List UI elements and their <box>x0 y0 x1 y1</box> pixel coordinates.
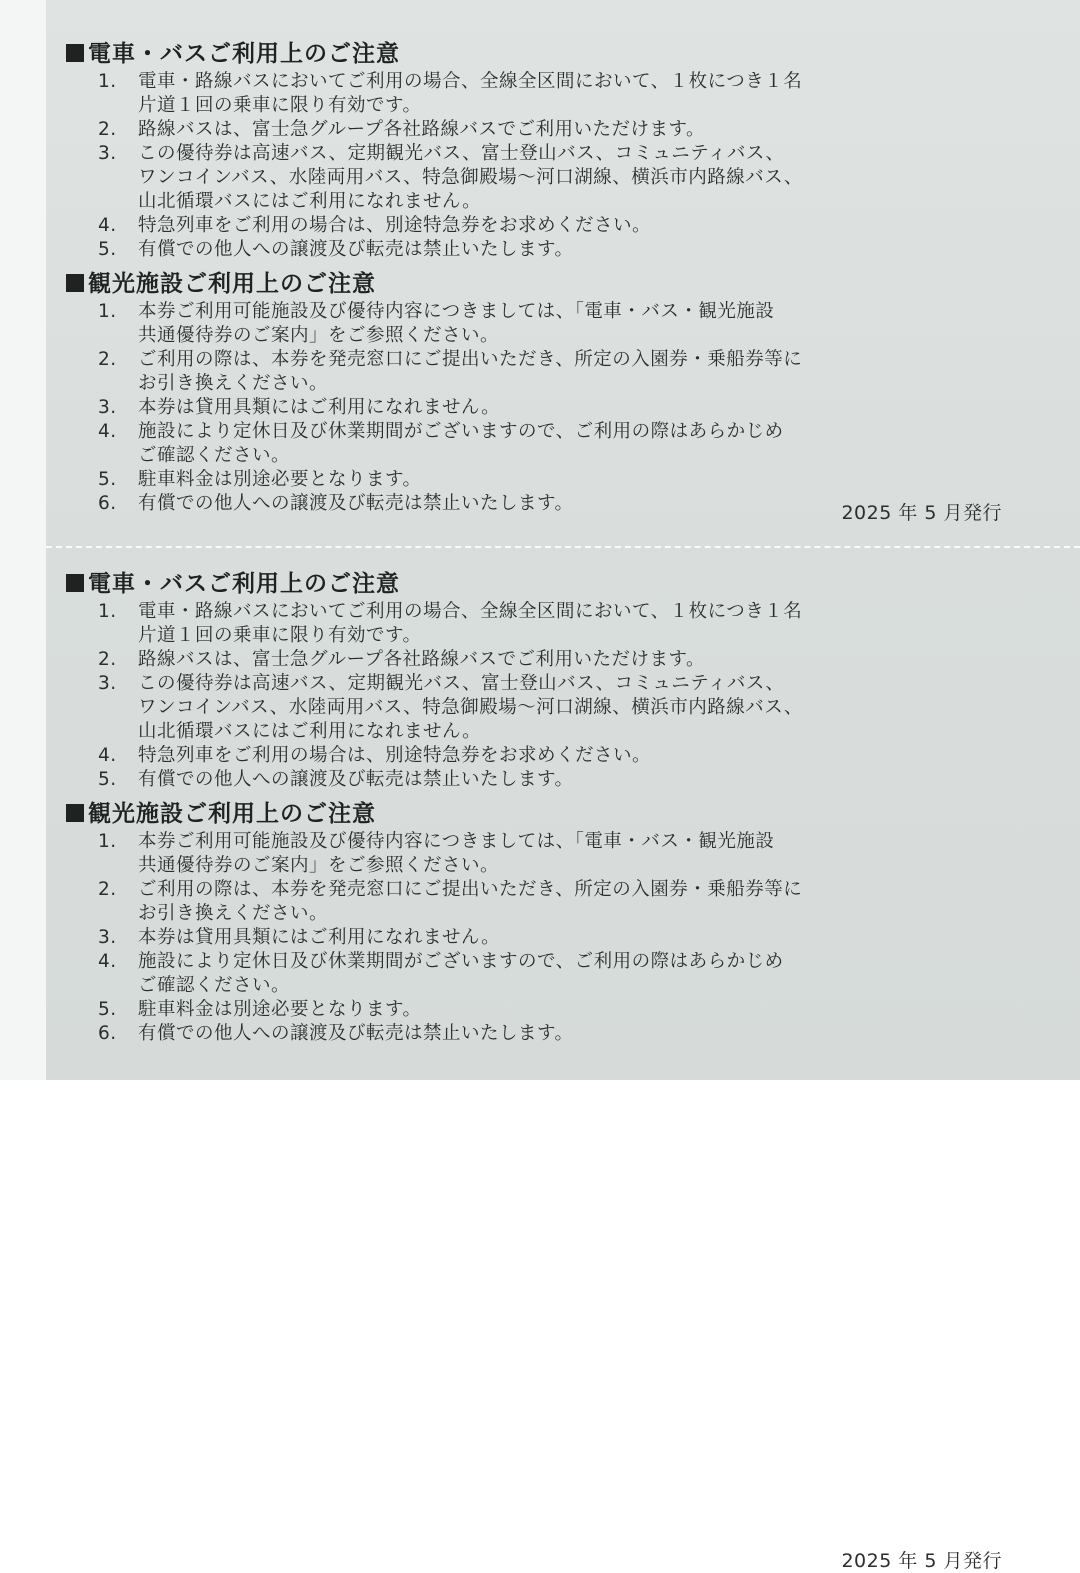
item-text: ワンコインバス、水陸両用バス、特急御殿場～河口湖線、横浜市内路線バス、 <box>138 697 803 718</box>
section-facilities <box>46 798 1080 1046</box>
notice-line <box>46 214 1080 238</box>
notice-line <box>46 600 1080 624</box>
notice-line <box>46 300 1080 324</box>
notice-list <box>46 600 1080 792</box>
notice-line <box>46 348 1080 372</box>
item-text: 本券は貸用具類にはご利用になれません。 <box>138 927 501 948</box>
notice-line <box>46 672 1080 696</box>
item-text: ご確認ください。 <box>138 975 291 996</box>
notice-list <box>46 300 1080 516</box>
item-text: 特急列車をご利用の場合は、別途特急券をお求めください。 <box>138 215 652 236</box>
notice-line <box>46 396 1080 420</box>
item-text: 有償での他人への譲渡及び転売は禁止いたします。 <box>138 239 574 260</box>
item-text: 山北循環バスにはご利用になれません。 <box>138 721 482 742</box>
item-number: 3. <box>98 397 117 418</box>
item-text: この優待券は高速バス、定期観光バス、富士登山バス、コミュニティバス、 <box>138 143 785 164</box>
notice-line <box>46 974 1080 998</box>
item-text: ご利用の際は、本券を発売窓口にご提出いただき、所定の入園券・乗船券等に <box>138 879 803 900</box>
notice-line <box>46 950 1080 974</box>
item-number: 3. <box>98 927 117 948</box>
notice-line <box>46 468 1080 492</box>
notice-line <box>46 998 1080 1022</box>
section-title-text: 観光施設ご利用上のご注意 <box>88 801 376 827</box>
notice-line <box>46 648 1080 672</box>
notice-line <box>46 696 1080 720</box>
notice-list <box>46 70 1080 262</box>
square-bullet-icon <box>66 574 84 592</box>
item-number: 5. <box>98 239 117 260</box>
perforation-line <box>46 546 1080 548</box>
issue-date: 2025 年 5 月発行 <box>841 502 1002 524</box>
section-title-train-bus <box>66 38 1080 70</box>
item-text: ワンコインバス、水陸両用バス、特急御殿場～河口湖線、横浜市内路線バス、 <box>138 167 803 188</box>
item-text: 有償での他人への譲渡及び転売は禁止いたします。 <box>138 1023 574 1044</box>
notice-line <box>46 238 1080 262</box>
notice-line <box>46 142 1080 166</box>
item-text: 共通優待券のご案内」をご参照ください。 <box>138 855 500 876</box>
item-number: 6. <box>98 1023 117 1044</box>
item-text: 有償での他人への譲渡及び転売は禁止いたします。 <box>138 493 574 514</box>
notice-line <box>46 878 1080 902</box>
item-text: ご利用の際は、本券を発売窓口にご提出いただき、所定の入園券・乗船券等に <box>138 349 803 370</box>
square-bullet-icon <box>66 274 84 292</box>
notice-line <box>46 624 1080 648</box>
notice-line <box>46 830 1080 854</box>
item-number: 5. <box>98 999 117 1020</box>
item-text: 路線バスは、富士急グループ各社路線バスでご利用いただけます。 <box>138 649 706 670</box>
item-number: 5. <box>98 769 117 790</box>
notice-line <box>46 854 1080 878</box>
notice-line <box>46 744 1080 768</box>
item-number: 6. <box>98 493 117 514</box>
notice-line <box>46 768 1080 792</box>
item-text: この優待券は高速バス、定期観光バス、富士登山バス、コミュニティバス、 <box>138 673 785 694</box>
section-train-bus <box>46 568 1080 792</box>
square-bullet-icon <box>66 804 84 822</box>
notice-line <box>46 720 1080 744</box>
section-title-train-bus <box>66 568 1080 600</box>
item-number: 2. <box>98 649 117 670</box>
item-text: 駐車料金は別途必要となります。 <box>138 999 422 1020</box>
section-title-text: 電車・バスご利用上のご注意 <box>88 571 400 597</box>
issue-date: 2025 年 5 月発行 <box>841 1550 1002 1572</box>
item-number: 4. <box>98 951 117 972</box>
item-number: 2. <box>98 879 117 900</box>
item-number: 4. <box>98 745 117 766</box>
item-text: 駐車料金は別途必要となります。 <box>138 469 422 490</box>
item-text: 有償での他人への譲渡及び転売は禁止いたします。 <box>138 769 574 790</box>
item-text: お引き換えください。 <box>138 903 329 924</box>
item-text: 特急列車をご利用の場合は、別途特急券をお求めください。 <box>138 745 652 766</box>
item-number: 2. <box>98 119 117 140</box>
ticket-sheet <box>46 0 1080 1572</box>
item-number: 3. <box>98 673 117 694</box>
notice-list <box>46 830 1080 1046</box>
item-text: 電車・路線バスにおいてご利用の場合、全線全区間において、１枚につき１名 <box>138 71 803 92</box>
item-text: 片道１回の乗車に限り有効です。 <box>138 625 422 646</box>
item-text: 山北循環バスにはご利用になれません。 <box>138 191 482 212</box>
item-number: 4. <box>98 215 117 236</box>
item-number: 1. <box>98 71 117 92</box>
section-train-bus <box>46 38 1080 262</box>
section-title-facilities <box>66 268 1080 300</box>
notice-line <box>46 166 1080 190</box>
item-number: 2. <box>98 349 117 370</box>
notice-line <box>46 190 1080 214</box>
notice-line <box>46 372 1080 396</box>
background-margin <box>0 0 46 1080</box>
item-text: ご確認ください。 <box>138 445 291 466</box>
item-number: 4. <box>98 421 117 442</box>
notice-line <box>46 70 1080 94</box>
section-title-text: 観光施設ご利用上のご注意 <box>88 271 376 297</box>
notice-line <box>46 444 1080 468</box>
notice-line <box>46 420 1080 444</box>
notice-line <box>46 902 1080 926</box>
item-text: 施設により定休日及び休業期間がございますので、ご利用の際はあらかじめ <box>138 951 784 972</box>
item-text: 電車・路線バスにおいてご利用の場合、全線全区間において、１枚につき１名 <box>138 601 803 622</box>
notice-line <box>46 94 1080 118</box>
square-bullet-icon <box>66 44 84 62</box>
item-number: 3. <box>98 143 117 164</box>
ticket-lower <box>46 568 1080 1572</box>
item-text: 本券ご利用可能施設及び優待内容につきましては、「電車・バス・観光施設 <box>138 831 775 852</box>
section-facilities <box>46 268 1080 516</box>
item-text: お引き換えください。 <box>138 373 329 394</box>
item-text: 共通優待券のご案内」をご参照ください。 <box>138 325 500 346</box>
notice-line <box>46 118 1080 142</box>
notice-line <box>46 324 1080 348</box>
item-number: 1. <box>98 301 117 322</box>
ticket-upper <box>46 38 1080 522</box>
section-title-text: 電車・バスご利用上のご注意 <box>88 41 400 67</box>
item-number: 1. <box>98 601 117 622</box>
notice-line <box>46 1022 1080 1046</box>
item-number: 5. <box>98 469 117 490</box>
item-text: 本券ご利用可能施設及び優待内容につきましては、「電車・バス・観光施設 <box>138 301 775 322</box>
item-text: 本券は貸用具類にはご利用になれません。 <box>138 397 501 418</box>
item-text: 路線バスは、富士急グループ各社路線バスでご利用いただけます。 <box>138 119 706 140</box>
section-title-facilities <box>66 798 1080 830</box>
notice-line <box>46 926 1080 950</box>
item-text: 片道１回の乗車に限り有効です。 <box>138 95 422 116</box>
item-text: 施設により定休日及び休業期間がございますので、ご利用の際はあらかじめ <box>138 421 784 442</box>
item-number: 1. <box>98 831 117 852</box>
